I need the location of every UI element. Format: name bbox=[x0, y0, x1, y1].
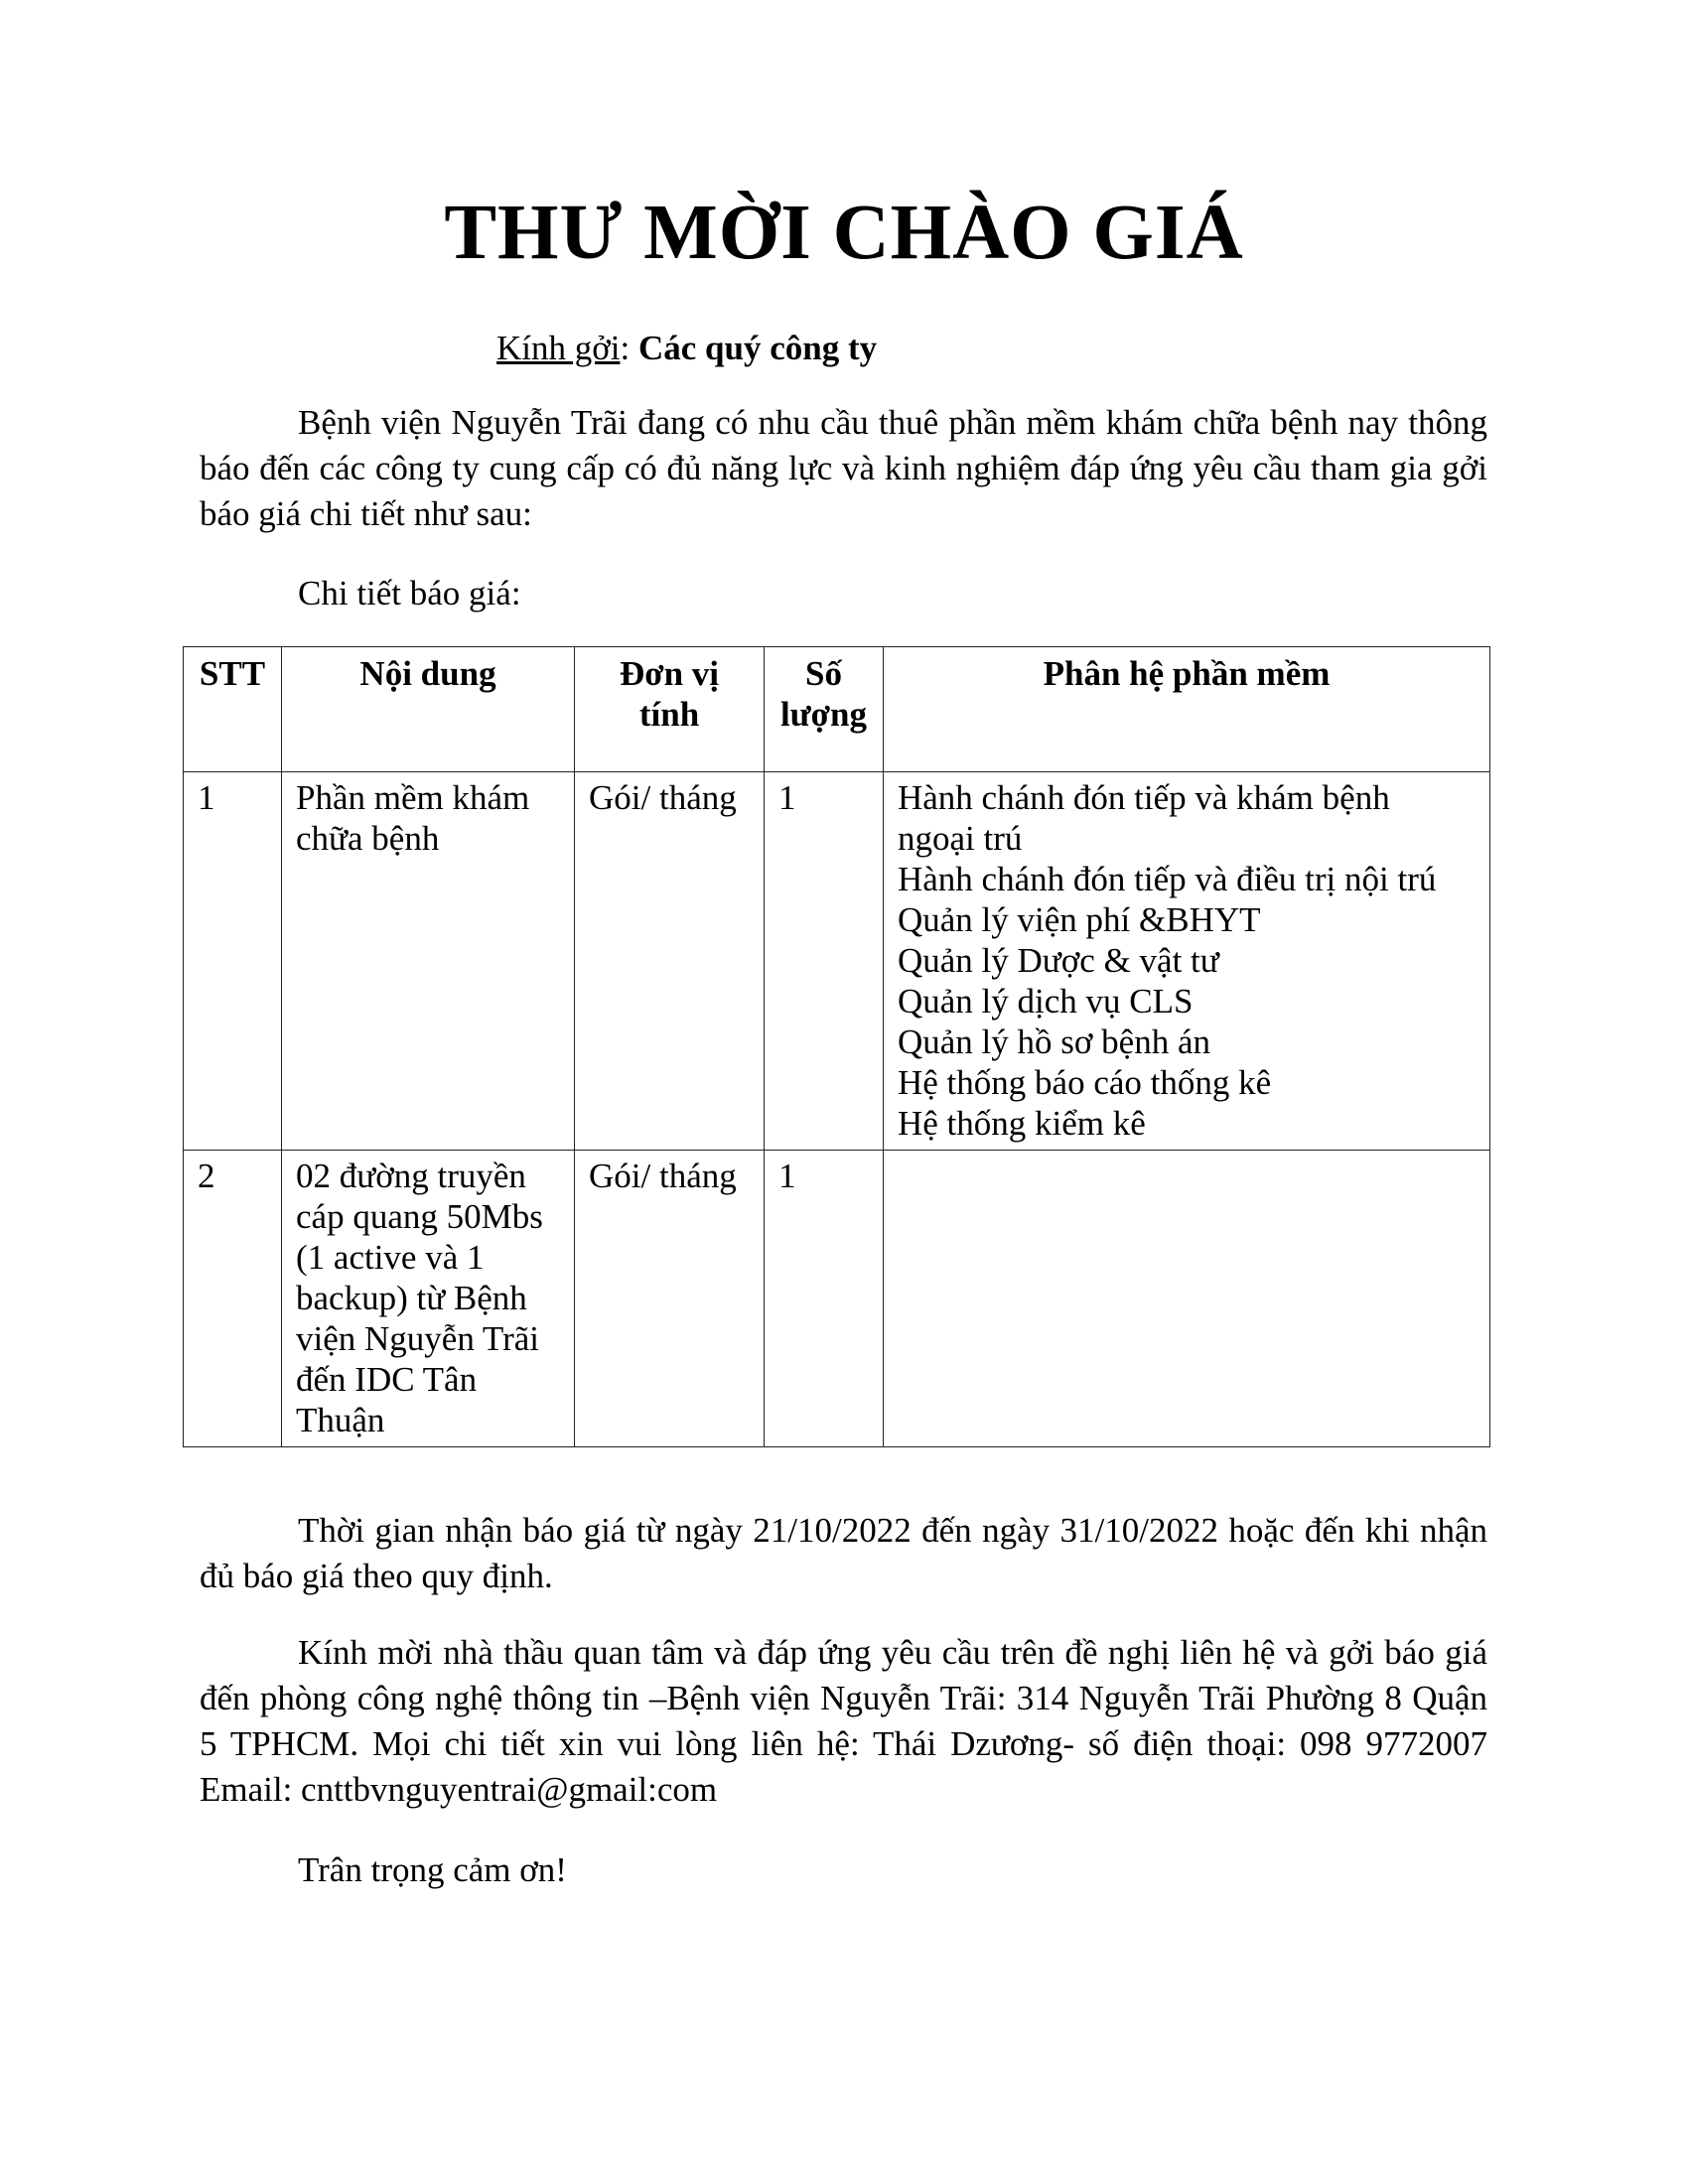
header-unit: Đơn vị tính bbox=[575, 647, 765, 772]
cell-modules bbox=[884, 772, 1490, 1151]
module-item: Hệ thống báo cáo thống kê bbox=[898, 1063, 1272, 1102]
cell-content: 02 đường truyền cáp quang 50Mbs (1 active và 1 backup) từ Bệnh viện Nguyễn Trãi đến IDC Tân Thuận bbox=[282, 1151, 575, 1447]
timeframe-paragraph: Thời gian nhận báo giá từ ngày 21/10/2022 đến ngày 31/10/2022 hoặc đến khi nhận đủ báo giá theo quy định. bbox=[200, 1511, 1487, 1595]
table-row bbox=[184, 1151, 1490, 1447]
cell-unit: Gói/ tháng bbox=[575, 1151, 765, 1447]
detail-heading: Chi tiết báo giá: bbox=[298, 574, 521, 613]
module-item: Hành chánh đón tiếp và điều trị nội trú bbox=[898, 860, 1437, 898]
cell-stt: 1 bbox=[184, 772, 282, 1151]
greeting bbox=[496, 328, 877, 369]
cell-quantity: 1 bbox=[765, 772, 884, 1151]
cell-unit: Gói/ tháng bbox=[575, 772, 765, 1151]
greeting-recipient: Các quý công ty bbox=[637, 329, 878, 367]
invitation-paragraph: Kính mời nhà thầu quan tâm và đáp ứng yêu cầu trên đề nghị liên hệ và gởi báo giá đến phòng công nghệ thông tin –Bệnh viện Nguyễn Trãi: 314 Nguyễn Trãi Phường 8 Quận 5 TPHCM. Mọi chi tiết xin vui lòng liên hệ: Thái Dzương- số điện thoại: 098 9772007 Email: cnttbvnguyentrai@gmail:com bbox=[200, 1633, 1487, 1809]
intro-paragraph: Bệnh viện Nguyễn Trãi đang có nhu cầu thuê phần mềm khám chữa bệnh nay thông báo đến các công ty cung cấp có đủ năng lực và kinh nghiệm đáp ứng yêu cầu tham gia gởi báo giá chi tiết như sau: bbox=[200, 403, 1487, 533]
greeting-separator: : bbox=[620, 329, 638, 367]
module-item: Hệ thống kiểm kê bbox=[898, 1104, 1146, 1143]
table-header-row bbox=[184, 647, 1490, 772]
cell-stt: 2 bbox=[184, 1151, 282, 1447]
cell-modules bbox=[884, 1151, 1490, 1447]
header-modules: Phân hệ phần mềm bbox=[884, 647, 1490, 772]
module-item: Hành chánh đón tiếp và khám bệnh ngoại trú bbox=[898, 778, 1390, 858]
header-content: Nội dung bbox=[282, 647, 575, 772]
module-item: Quản lý dịch vụ CLS bbox=[898, 982, 1194, 1021]
header-quantity: Số lượng bbox=[765, 647, 884, 772]
closing-paragraph: Trân trọng cảm ơn! bbox=[298, 1850, 567, 1889]
cell-quantity: 1 bbox=[765, 1151, 884, 1447]
module-item: Quản lý hồ sơ bệnh án bbox=[898, 1023, 1210, 1061]
greeting-label: Kính gởi bbox=[496, 329, 621, 367]
table-row bbox=[184, 772, 1490, 1151]
module-item: Quản lý Dược & vật tư bbox=[898, 941, 1219, 980]
cell-content: Phần mềm khám chữa bệnh bbox=[282, 772, 575, 1151]
module-item: Quản lý viện phí &BHYT bbox=[898, 900, 1261, 939]
quote-table bbox=[183, 646, 1490, 1447]
document-title: THƯ MỜI CHÀO GIÁ bbox=[444, 190, 1244, 276]
header-stt: STT bbox=[184, 647, 282, 772]
